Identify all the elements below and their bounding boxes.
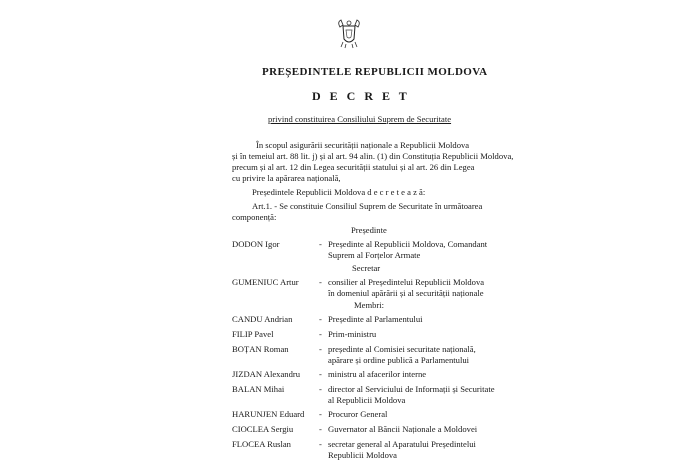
member-role: Suprem al Forțelor Armate (328, 250, 421, 260)
dash: - (319, 369, 322, 379)
member-role: președinte al Comisiei securitate națională, (328, 344, 476, 354)
section-chair: Președinte (351, 225, 387, 235)
member-role: Președinte al Republicii Moldova, Comandant (328, 239, 488, 249)
dash: - (319, 409, 322, 419)
article-line: Art.1. - Se constituie Consiliul Suprem de Securitate în următoarea (252, 201, 483, 211)
dash: - (319, 439, 322, 449)
section-members: Membri: (354, 300, 385, 310)
article-line: componență: (232, 212, 277, 222)
member-role: Republicii Moldova (328, 450, 397, 460)
dash: - (319, 384, 322, 394)
member-name: FILIP Pavel (232, 329, 274, 339)
member-role: Prim-ministru (328, 329, 377, 339)
dash: - (319, 277, 322, 287)
member-role: Procuror General (328, 409, 388, 419)
decree-line: Președintele Republicii Moldova d e c r e t e a z ă: (252, 187, 426, 197)
member-role: consilier al Președintelui Republicii Moldova (328, 277, 485, 287)
preamble-line: precum și al art. 12 din Legea securității statului și al art. 26 din Legea (232, 162, 475, 172)
member-role: Președinte al Parlamentului (328, 314, 423, 324)
member-role: al Republicii Moldova (328, 395, 406, 405)
member-name: BALAN Mihai (232, 384, 285, 394)
member-name: JIZDAN Alexandru (232, 369, 301, 379)
member-name: HARUNJEN Eduard (232, 409, 305, 419)
decree-title: D E C R E T (312, 89, 410, 103)
member-name: BOȚAN Roman (232, 344, 289, 354)
member-name: CIOCLEA Sergiu (232, 424, 294, 434)
member-name: FLOCEA Ruslan (232, 439, 291, 449)
section-secretary: Secretar (352, 263, 381, 273)
member-role: secretar general al Aparatului Președintelui (328, 439, 476, 449)
president-heading: PREȘEDINTELE REPUBLICII MOLDOVA (262, 66, 488, 78)
preamble-line: În scopul asigurării securității naționale a Republicii Moldova (256, 140, 470, 150)
member-role: apărare și ordine publică a Parlamentului (328, 355, 470, 365)
member-name: DODON Igor (232, 239, 280, 249)
dash: - (319, 239, 322, 249)
member-role: ministru al afacerilor interne (328, 369, 427, 379)
preamble-line: cu privire la apărarea națională, (232, 173, 341, 183)
member-role: în domeniul apărării și al securității naționale (328, 288, 484, 298)
dash: - (319, 314, 322, 324)
member-role: Guvernator al Băncii Naționale a Moldovei (328, 424, 478, 434)
member-role: director al Serviciului de Informații și Securitate (328, 384, 495, 394)
preamble-line: și în temeiul art. 88 lit. j) și al art. 94 alin. (1) din Constituția Republicii Moldova, (232, 151, 514, 161)
dash: - (319, 344, 322, 354)
dash: - (319, 329, 322, 339)
decree-subject: privind constituirea Consiliului Suprem de Securitate (268, 114, 452, 124)
member-name: CANDU Andrian (232, 314, 293, 324)
coat-of-arms-icon (337, 18, 361, 50)
dash: - (319, 424, 322, 434)
member-name: GUMENIUC Artur (232, 277, 299, 287)
